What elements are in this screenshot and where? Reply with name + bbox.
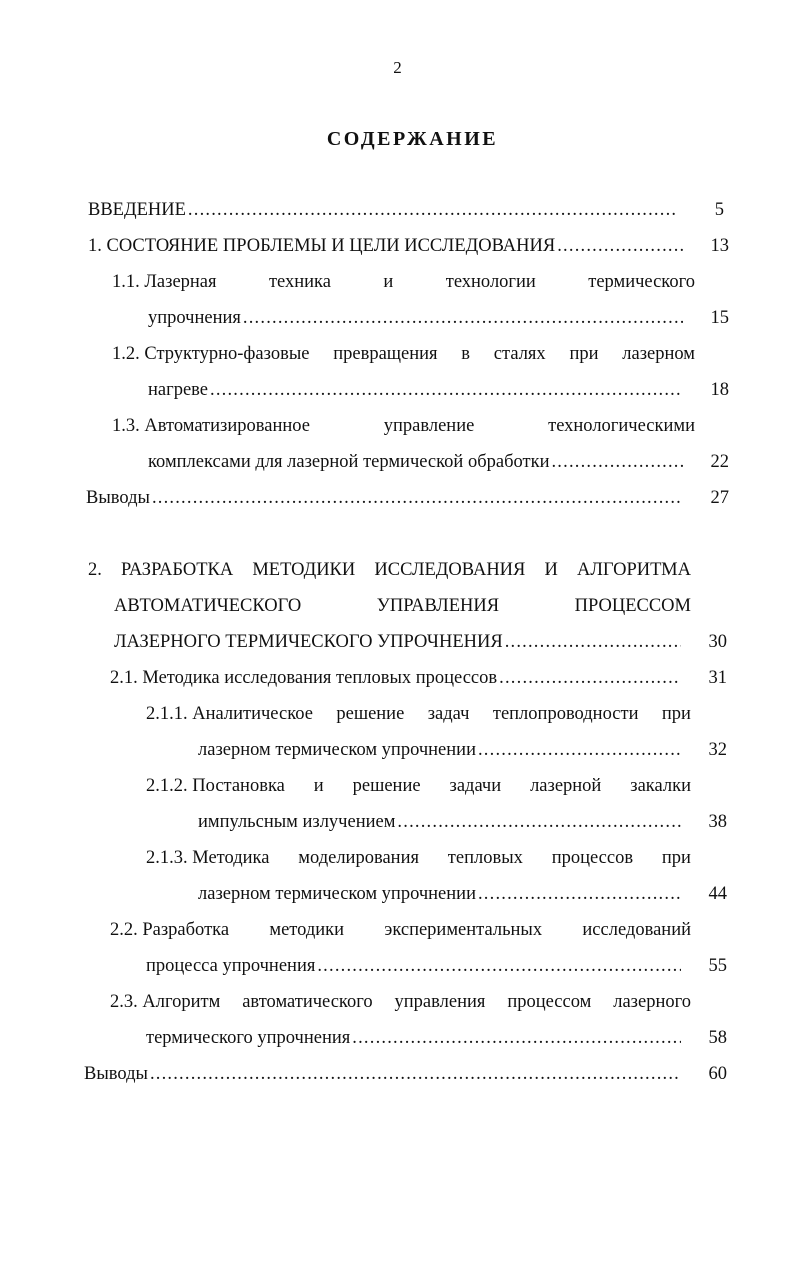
toc-page-number: 58 [708,1028,727,1048]
toc-word: 1.3. Автоматизированное [112,416,310,436]
toc-word: автоматического [242,992,373,1012]
dot-leader [505,632,681,653]
toc-word: 2.1.2. Постановка [146,776,285,796]
toc-word: исследований [582,920,691,940]
toc-word: 1.1. Лазерная [112,272,217,292]
dot-leader [397,812,681,833]
toc-word: техника [268,272,331,292]
toc-word: управления [394,992,486,1012]
toc-page-number: 13 [710,236,729,256]
toc-entry-1-1-line-2 [148,308,729,329]
toc-page-number: 60 [708,1064,727,1084]
toc-entry-chapter-1 [88,236,729,257]
toc-entry-text: Выводы [86,488,150,508]
toc-word: лазерном [622,344,695,364]
toc-word: методики [269,920,345,940]
toc-entry-chapter-2-line-2 [114,596,691,617]
toc-word: УПРАВЛЕНИЯ [376,596,500,616]
toc-entry-text: упрочнения [148,308,241,328]
dot-leader [152,488,683,509]
toc-entry-text: комплексами для лазерной термической обработки [148,452,550,472]
toc-page-number: 38 [708,812,727,832]
toc-word: при [569,344,599,364]
toc-word: 2.1.3. Методика [146,848,270,868]
toc-entry-conclusions-1 [86,488,729,509]
toc-entry-2-1-2-line-1 [146,776,691,797]
dot-leader [317,956,681,977]
dot-leader [557,236,683,257]
toc-page-number: 44 [708,884,727,904]
toc-page-number: 55 [708,956,727,976]
toc-word: лазерной [530,776,602,796]
toc-entry-text: ЛАЗЕРНОГО ТЕРМИЧЕСКОГО УПРОЧНЕНИЯ [114,632,503,652]
toc-entry-1-2-line-2 [148,380,729,401]
toc-word: 2. [88,560,102,580]
dot-leader [210,380,683,401]
toc-page-number: 15 [710,308,729,328]
toc-word: и [383,272,394,292]
toc-word: ПРОЦЕССОМ [574,596,691,616]
dot-leader [243,308,683,329]
toc-word: при [661,704,691,724]
toc-word: и [313,776,324,796]
toc-entry-text: 1. СОСТОЯНИЕ ПРОБЛЕМЫ И ЦЕЛИ ИССЛЕДОВАНИЯ [88,236,556,256]
toc-word: тепловых [447,848,523,868]
toc-entry-1-1-line-1 [112,272,695,293]
toc-word: процессов [551,848,634,868]
toc-word: РАЗРАБОТКА [120,560,234,580]
toc-entry-2-1-1-line-2 [198,740,727,761]
toc-word: термического [588,272,695,292]
toc-entry-2-1-3-line-2 [198,884,727,905]
toc-entry-text: лазерном термическом упрочнении [198,884,476,904]
toc-word: в [461,344,471,364]
toc-entry-1-3-line-2 [148,452,729,473]
toc-word: технологии [445,272,536,292]
dot-leader [478,740,681,761]
toc-entry-2-1-1-line-1 [146,704,691,725]
toc-entry-text: импульсным излучением [198,812,396,832]
toc-word: технологическими [548,416,695,436]
toc-word: управление [383,416,475,436]
toc-word: закалки [630,776,691,796]
dot-leader [499,668,681,689]
toc-word: лазерного [613,992,691,1012]
toc-entry-text: процесса упрочнения [146,956,316,976]
toc-entry-1-3-line-1 [112,416,695,437]
toc-entry-2-1-3-line-1 [146,848,691,869]
toc-word: МЕТОДИКИ [252,560,356,580]
toc-entry-2-2-line-2 [146,956,727,977]
toc-entry-conclusions-2 [84,1064,727,1085]
toc-word: АВТОМАТИЧЕСКОГО [114,596,302,616]
toc-word: АЛГОРИТМА [576,560,691,580]
page-number: 2 [393,58,402,77]
toc-word: решение [352,776,421,796]
toc-entry-2-2-line-1 [110,920,691,941]
toc-page-number: 30 [708,632,727,652]
dot-leader [551,452,683,473]
toc-word: задачи [449,776,502,796]
toc-page-number: 32 [708,740,727,760]
toc-entry-text: лазерном термическом упрочнении [198,740,476,760]
toc-word: моделирования [298,848,419,868]
toc-page-number: 22 [710,452,729,472]
toc-entry-1-2-line-1 [112,344,695,365]
toc-word: ИССЛЕДОВАНИЯ [374,560,526,580]
toc-word: процессом [507,992,592,1012]
toc-title: СОДЕРЖАНИЕ [326,128,499,150]
toc-entry-chapter-2-line-3 [114,632,727,653]
toc-word: 2.2. Разработка [110,920,230,940]
dot-leader [188,200,678,221]
toc-entry-2-3-line-1 [110,992,691,1013]
toc-entry-text: Выводы [84,1064,148,1084]
toc-word: решение [336,704,405,724]
toc-word: сталях [493,344,546,364]
toc-page-number: 27 [710,488,729,508]
toc-word: 2.3. Алгоритм [110,992,221,1012]
toc-entry-text: 2.1. Методика исследования тепловых процессов [110,668,498,688]
toc-entry-chapter-2-line-1 [88,560,691,581]
toc-word: превращения [333,344,438,364]
toc-word: задач [427,704,470,724]
toc-page-number: 5 [714,200,724,220]
toc-entry-2-1 [110,668,727,689]
toc-word: при [661,848,691,868]
toc-word: экспериментальных [384,920,543,940]
toc-word: И [544,560,558,580]
toc-entry-text: нагреве [148,380,208,400]
toc-page-number: 31 [708,668,727,688]
toc-entry-text: термического упрочнения [146,1028,351,1048]
toc-entry-2-1-2-line-2 [198,812,727,833]
dot-leader [478,884,681,905]
toc-entry-intro [88,200,724,221]
toc-entry-2-3-line-2 [146,1028,727,1049]
toc-word: 1.2. Структурно-фазовые [112,344,310,364]
dot-leader [352,1028,681,1049]
toc-word: 2.1.1. Аналитическое [146,704,313,724]
toc-word: теплопроводности [492,704,639,724]
toc-page-number: 18 [710,380,729,400]
toc-entry-text: ВВЕДЕНИЕ [88,200,186,220]
dot-leader [150,1064,681,1085]
